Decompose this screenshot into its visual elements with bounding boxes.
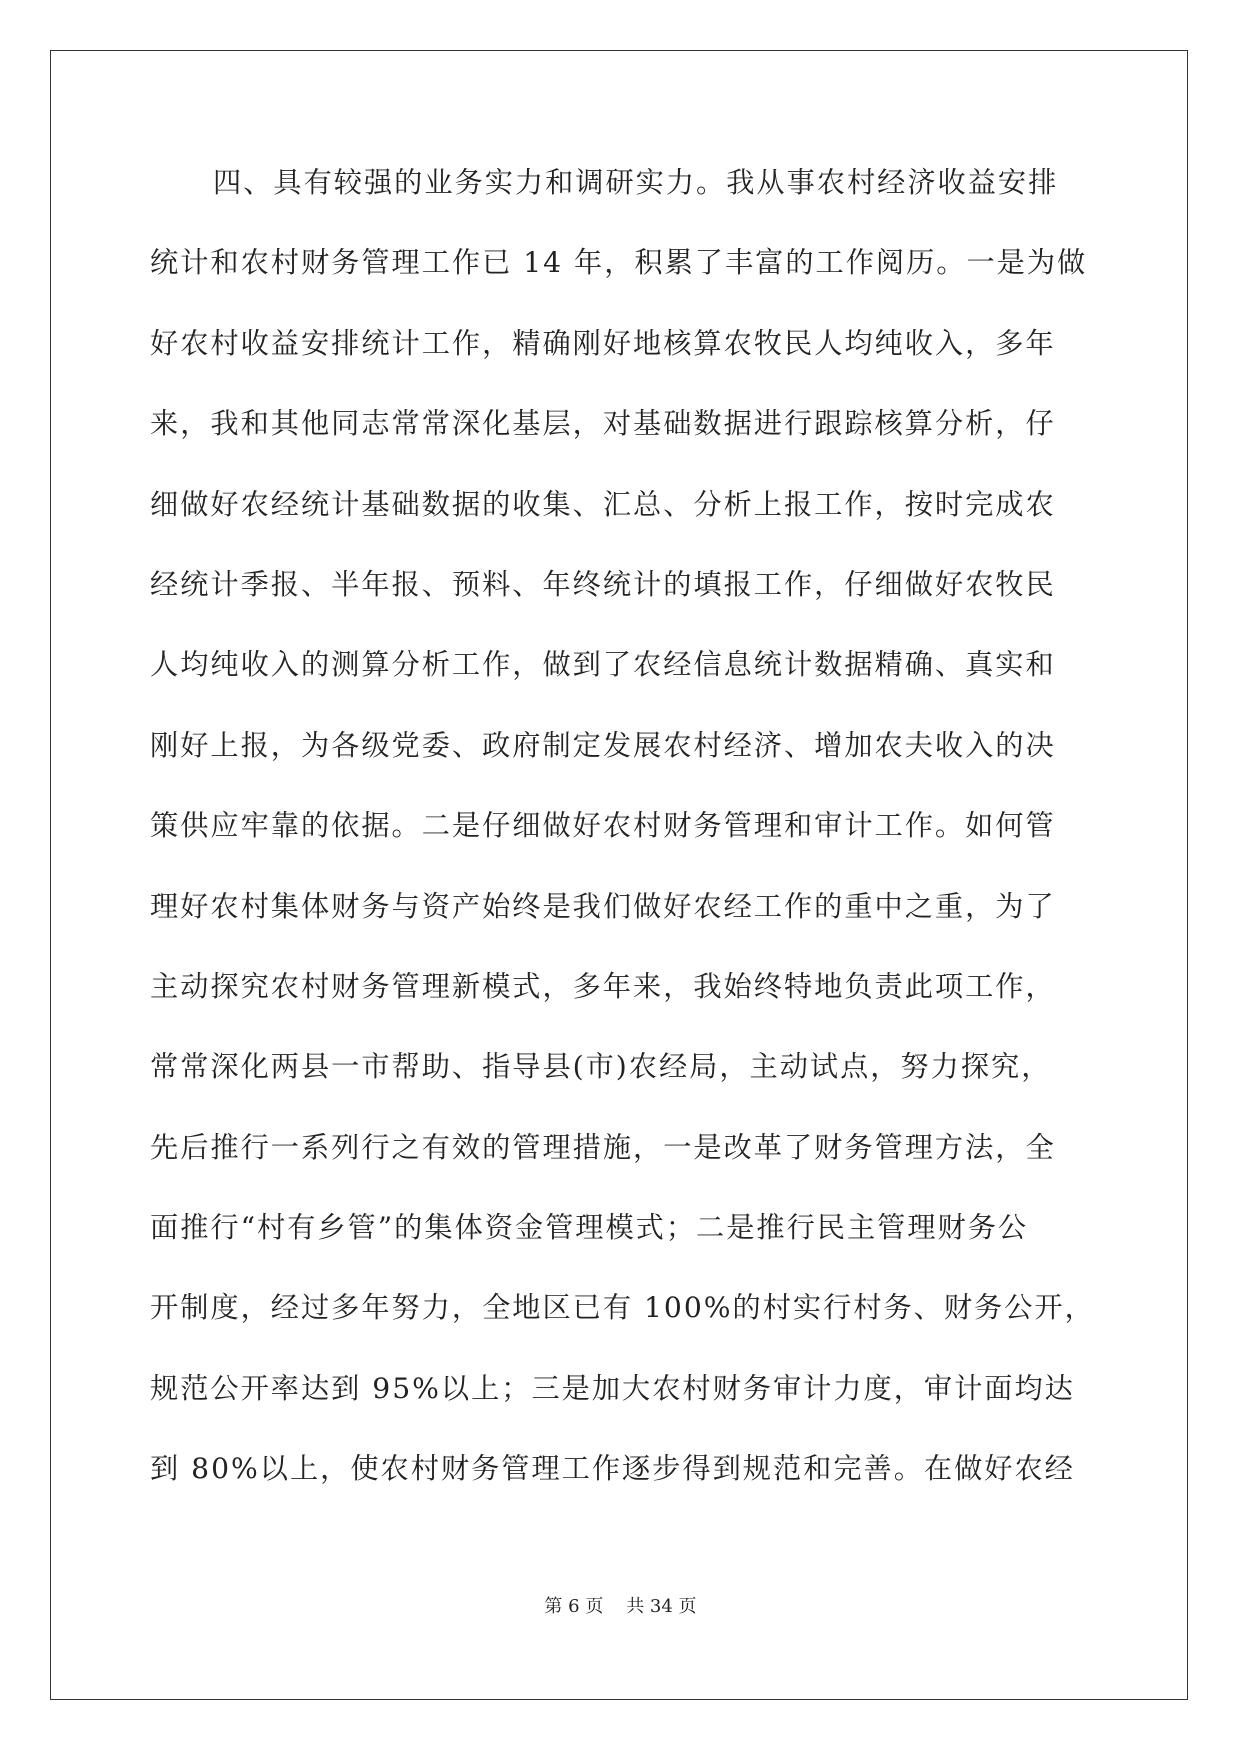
paragraph-line: 开制度，经过多年努力，全地区已有 100%的村实行村务、财务公开， xyxy=(150,1291,1095,1325)
paragraph-line: 规范公开率达到 95%以上；三是加大农村财务审计力度，审计面均达 xyxy=(150,1371,1075,1405)
paragraph-line: 面推行“村有乡管”的集体资金管理模式；二是推行民主管理财务公 xyxy=(150,1211,1029,1245)
paragraph-line: 四、具有较强的业务实力和调研实力。我从事农村经济收益安排 xyxy=(213,166,1059,199)
paragraph-line: 到 80%以上，使农村财务管理工作逐步得到规范和完善。在做好农经 xyxy=(150,1452,1075,1486)
paragraph-line: 理好农村集体财务与资产始终是我们做好农经工作的重中之重，为了 xyxy=(150,889,1056,923)
paragraph-line: 来，我和其他同志常常深化基层，对基础数据进行跟踪核算分析，仔 xyxy=(150,407,1056,441)
paragraph-line: 刚好上报，为各级党委、政府制定发展农村经济、增加农夫收入的决 xyxy=(150,728,1056,762)
page-number-footer: 第 6 页 共 34 页 xyxy=(544,1596,697,1617)
paragraph-line: 主动探究农村财务管理新模式，多年来，我始终特地负责此项工作， xyxy=(150,969,1056,1003)
paragraph-line: 常常深化两县一市帮助、指导县(市)农经局，主动试点，努力探究， xyxy=(150,1050,1052,1084)
document-body xyxy=(150,160,1095,1527)
paragraph-line: 策供应牢靠的依据。二是仔细做好农村财务管理和审计工作。如何管 xyxy=(150,809,1056,843)
paragraph-line: 经统计季报、半年报、预料、年终统计的填报工作，仔细做好农牧民 xyxy=(150,567,1056,601)
paragraph-line: 先后推行一系列行之有效的管理措施，一是改革了财务管理方法，全 xyxy=(150,1130,1056,1164)
paragraph-line: 细做好农经统计基础数据的收集、汇总、分析上报工作，按时完成农 xyxy=(150,487,1056,521)
paragraph-line: 统计和农村财务管理工作已 14 年，积累了丰富的工作阅历。一是为做 xyxy=(150,246,1088,280)
paragraph-line: 好农村收益安排统计工作，精确刚好地核算农牧民人均纯收入，多年 xyxy=(150,326,1056,360)
paragraph-line: 人均纯收入的测算分析工作，做到了农经信息统计数据精确、真实和 xyxy=(150,648,1056,682)
